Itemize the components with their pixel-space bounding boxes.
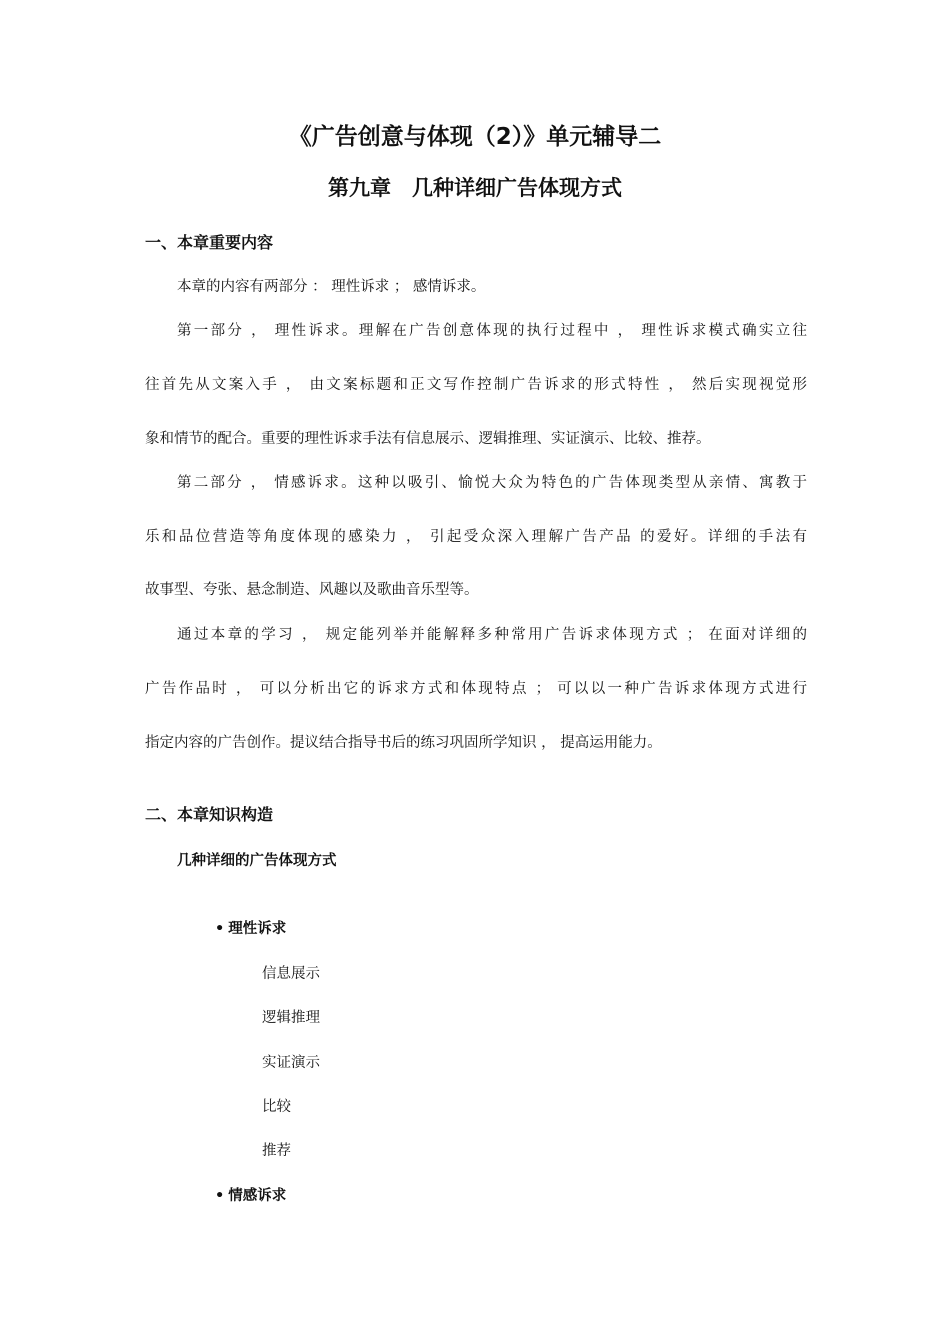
outline-group-label: 理性诉求 <box>228 921 287 937</box>
outline-item: 推荐 <box>262 1143 291 1159</box>
paragraph-line: 乐和品位营造等角度体现的感染力 ， 引起受众深入理解广告产品 的爱好。详细的手法有 <box>145 529 807 545</box>
outline-item: 信息展示 <box>262 966 320 982</box>
outline-item: 比较 <box>262 1099 291 1115</box>
bullet-icon: • <box>215 921 225 937</box>
paragraph-line: 指定内容的广告创作。提议结合指导书后的练习巩固所学知识 ， 提高运用能力。 <box>145 735 662 751</box>
outline-group-label: 情感诉求 <box>228 1188 287 1204</box>
chapter-title: 第九章 几种详细广告体现方式 <box>328 176 622 200</box>
paragraph-line: 第一部分 ， 理性诉求。理解在广告创意体现的执行过程中 ， 理性诉求模式确实立往 <box>177 323 807 339</box>
paragraph-line: 通过本章的学习 ， 规定能列举并能解释多种常用广告诉求体现方式 ； 在面对详细的 <box>177 627 807 643</box>
bullet-icon: • <box>215 1188 225 1204</box>
outline-item: 实证演示 <box>262 1055 320 1071</box>
document-title: 《广告创意与体现（2）》单元辅导二 <box>288 124 662 150</box>
paragraph-line: 第二部分 ， 情感诉求。这种以吸引、愉悦大众为特色的广告体现类型从亲情、寓教于 <box>177 475 807 491</box>
outline-group-rational <box>215 917 286 938</box>
paragraph-line: 往首先从文案入手 ， 由文案标题和正文写作控制广告诉求的形式特性 ， 然后实现视觉形 <box>145 377 807 393</box>
outline-group-emotional <box>215 1184 286 1205</box>
paragraph-line: 故事型、夸张、悬念制造、风趣以及歌曲音乐型等。 <box>145 582 479 598</box>
paragraph-line: 本章的内容有两部分 ： 理性诉求 ； 感情诉求。 <box>177 279 486 295</box>
outline-title: 几种详细的广告体现方式 <box>177 853 337 869</box>
paragraph-line: 广告作品时 ， 可以分析出它的诉求方式和体现特点 ； 可以以一种广告诉求体现方式进行 <box>145 681 807 697</box>
paragraph-line: 象和情节的配合。重要的理性诉求手法有信息展示、逻辑推理、实证演示、比较、推荐。 <box>145 431 711 447</box>
section-heading-knowledge-structure: 二、本章知识构造 <box>145 805 274 824</box>
section-heading-main-content: 一、本章重要内容 <box>145 233 274 252</box>
outline-item: 逻辑推理 <box>262 1010 320 1026</box>
